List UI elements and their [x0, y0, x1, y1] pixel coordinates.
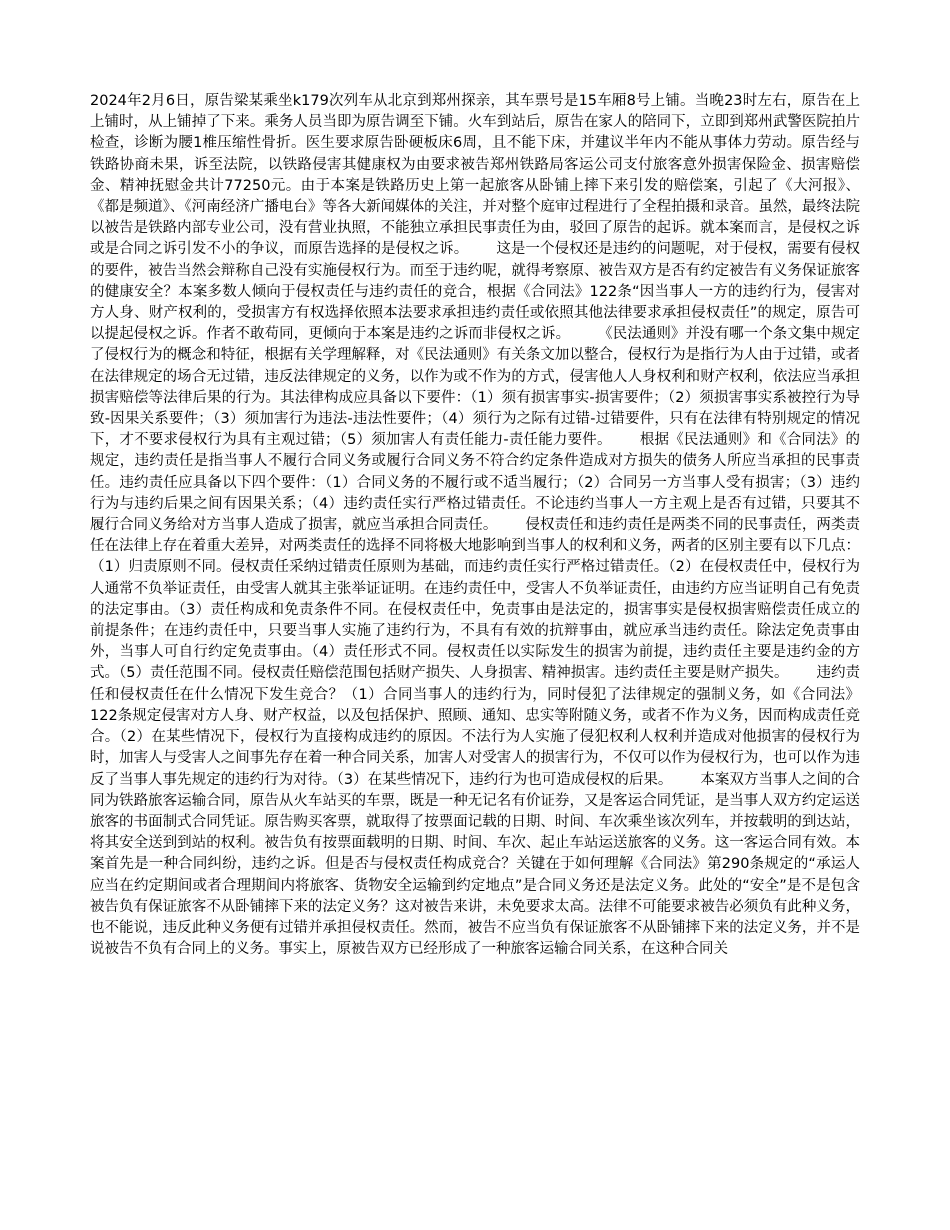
paragraph-contract-liability: 根据《民法通则》和《合同法》的规定，违约责任是指当事人不履行合同义务或履行合同义务不符合约定条件造成对方损失的债务人所应当承担的民事责任。违约责任应具备以下四个要件：（1）合同义务的不履行或不适当履行；（2）合同另一方当事人受有损害；（3）违约行为与违约后果之间有因果关系；（4）违约责任实行严格过错责任。不论违约当事人一方主观上是否有过错，只要其不履行合同义务给对方当事人造成了损害，就应当承担合同责任。 — [90, 432, 860, 534]
paragraph-case-facts: 2024年2月6日，原告梁某乘坐k179次列车从北京到郑州探亲，其车票号是15车厢8号上铺。当晚23时左右，原告在上上铺时，从上铺掉了下来。乘务人员当即为原告调至下铺。火车到站后，原告在家人的陪同下，立即到郑州武警医院拍片检查，诊断为腰1椎压缩性骨折。医生要求原告卧硬板床6周，且不能下床，并建议半年内不能从事体力劳动。原告经与铁路协商未果，诉至法院，以铁路侵害其健康权为由要求被告郑州铁路局客运公司支付旅客意外损害保险金、损害赔偿金、精神抚慰金共计77250元。由于本案是铁路历史上第一起旅客从卧铺上摔下来引发的赔偿案，引起了《大河报》、《都是频道》、《河南经济广播电台》等各大新闻媒体的关注，并对整个庭审过程进行了全程拍摄和录音。虽然，最终法院以被告是铁路内部专业公司，没有营业执照，不能独立承担民事责任为由，驳回了原告的起诉。就本案而言，是侵权之诉或是合同之诉引发不小的争议，而原告选择的是侵权之诉。 — [90, 93, 860, 258]
paragraph-concurrence: 违约责任和侵权责任在什么情况下发生竞合？（1）合同当事人的违约行为，同时侵犯了法律规定的强制义务，如《合同法》122条规定侵害对方人身、财产权益，以及包括保护、照顾、通知、忠实等附随义务，或者不作为义务，因而构成责任竞合。（2）在某些情况下，侵权行为直接构成违约的原因。不法行为人实施了侵犯权利人权利并造成对他损害的侵权行为时，加害人与受害人之间事先存在着一种合同关系，加害人对受害人的损害行为，不仅可以作为侵权行为，也可以作为违反了当事人事先规定的违约行为对待。（3）在某些情况下，违约行为也可造成侵权的后果。 — [90, 665, 860, 788]
paragraph-tort-elements: 《民法通则》并没有哪一个条文集中规定了侵权行为的概念和特征，根据有关学理解释，对《民法通则》有关条文加以整合，侵权行为是指行为人由于过错，或者在法律规定的场合无过错，违反法律规定的义务，以作为或不作为的方式，侵害他人人身权利和财产权利，依法应当承担损害赔偿等法律后果的行为。其法律构成应具备以下要件：（1）须有损害事实-损害要件；（2）须损害事实系被控行为导致-因果关系要件；（3）须加害行为违法-违法性要件；（4）须行为之际有过错-过错要件，只有在法律有特别规定的情况下，才不要求侵权行为具有主观过错；（5）须加害人有责任能力-责任能力要件。 — [90, 326, 861, 449]
document-body — [90, 91, 860, 960]
paragraph-differences: 侵权责任和违约责任是两类不同的民事责任，两类责任在法律上存在着重大差异，对两类责任的选择不同将极大地影响到当事人的权利和义务，两者的区别主要有以下几点：（1）归责原则不同。侵权责任采纳过错责任原则为基础，而违约责任实行严格过错责任。（2）在侵权责任中，侵权行为人通常不负举证责任，由受害人就其主张举证证明。在违约责任中，受害人不负举证责任，由违约方应当证明自己有免责的法定事由。（3）责任构成和免责条件不同。在侵权责任中，免责事由是法定的，损害事实是侵权损害赔偿责任成立的前提条件；在违约责任中，只要当事人实施了违约行为，不具有有效的抗辩事由，就应承当违约责任。除法定免责事由外，当事人可自行约定免责事由。（4）责任形式不同。侵权责任以实际发生的损害为前提，违约责任主要是违约金的方式。（5）责任范围不同。侵权责任赔偿范围包括财产损失、人身损害、精神损害。违约责任主要是财产损失。 — [90, 517, 861, 682]
paragraph-analysis: 本案双方当事人之间的合同为铁路旅客运输合同，原告从火车站买的车票，既是一种无记名有价证券，又是客运合同凭证，是当事人双方约定运送旅客的书面制式合同凭证。原告购买客票，就取得了按票面记载的日期、时间、车次乘坐该次列车，并按载明的到达站，将其安全送到到站的权利。被告负有按票面载明的日期、时间、车次、起止车站运送旅客的义务。这一客运合同有效。本案首先是一种合同纠纷，违约之诉。但是否与侵权责任构成竞合？关键在于如何理解《合同法》第290条规定的“承运人应当在约定期间或者合理期间内将旅客、货物安全运输到约定地点”是合同义务还是法定义务。此处的“安全”是不是包含被告负有保证旅客不从卧铺摔下来的法定义务？这对被告来讲，未免要求太高。法律不可能要求被告必须负有此种义务，也不能说，违反此种义务便有过错并承担侵权责任。然而，被告不应当负有保证旅客不从卧铺摔下来的法定义务，并不是说被告不负有合同上的义务。事实上，原被告双方已经形成了一种旅客运输合同关系，在这种合同关 — [90, 771, 860, 958]
paragraph-tort-or-contract: 这是一个侵权还是违约的问题呢，对于侵权，需要有侵权的要件，被告当然会辩称自己没有实施侵权行为。而至于违约呢，就得考察原、被告双方是否有约定被告有义务保证旅客的健康安全？本案多数人倾向于侵权责任与违约责任的竞合，根据《合同法》122条“因当事人一方的违约行为，侵害对方人身、财产权利的，受损害方有权选择依照本法要求承担违约责任或依照其他法律要求承担侵权责任”的规定，原告可以提起侵权之诉。作者不敢苟同，更倾向于本案是违约之诉而非侵权之诉。 — [90, 241, 861, 343]
